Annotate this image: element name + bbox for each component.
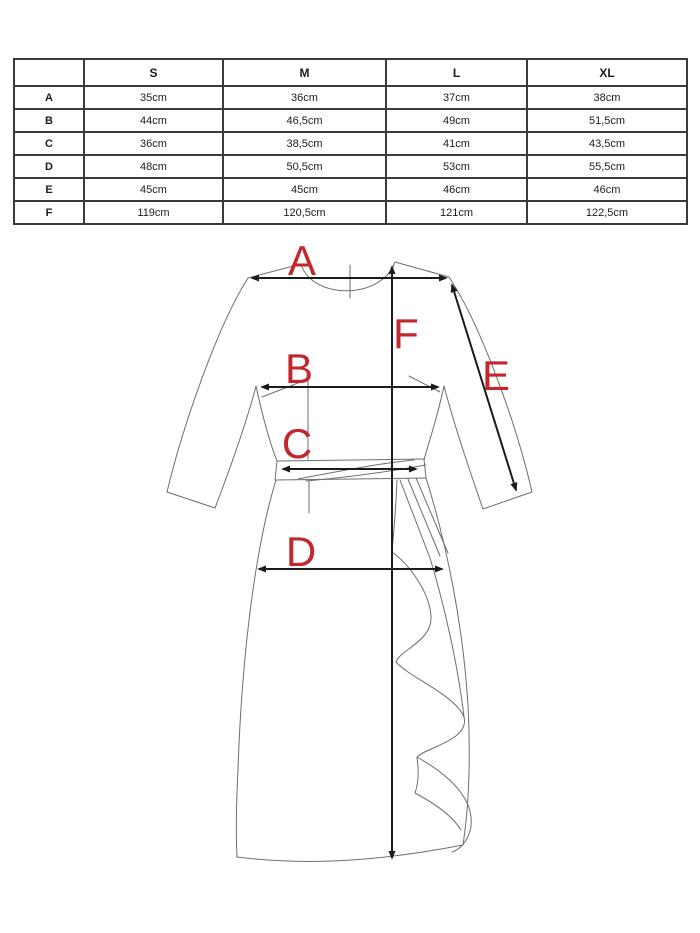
sash-end-2 bbox=[408, 479, 440, 556]
label-b: B bbox=[284, 345, 314, 392]
col-header-xl: XL bbox=[527, 59, 687, 86]
row-label: D bbox=[14, 155, 84, 178]
cell-value: 45cm bbox=[84, 178, 223, 201]
cell-value: 48cm bbox=[84, 155, 223, 178]
sleeve-left-outer bbox=[167, 278, 248, 492]
cell-value: 44cm bbox=[84, 109, 223, 132]
shoulder-line-right bbox=[395, 262, 449, 277]
col-header-s: S bbox=[84, 59, 223, 86]
cell-value: 38,5cm bbox=[223, 132, 386, 155]
cell-value: 43,5cm bbox=[527, 132, 687, 155]
measurement-labels bbox=[282, 237, 510, 575]
waistband-right bbox=[424, 459, 426, 478]
sleeve-right-cuff bbox=[483, 492, 532, 509]
col-header-m: M bbox=[223, 59, 386, 86]
skirt-side-right bbox=[426, 478, 469, 845]
row-label: F bbox=[14, 201, 84, 224]
label-c: C bbox=[281, 420, 313, 467]
sleeve-left-cuff bbox=[167, 492, 215, 508]
cell-value: 36cm bbox=[223, 86, 386, 109]
cell-value: 45cm bbox=[223, 178, 386, 201]
cell-value: 51,5cm bbox=[527, 109, 687, 132]
sleeve-left-inner bbox=[215, 386, 256, 508]
row-label: E bbox=[14, 178, 84, 201]
ruffle-fold-edge bbox=[430, 558, 464, 717]
cell-value: 46cm bbox=[386, 178, 527, 201]
row-label: A bbox=[14, 86, 84, 109]
cell-value: 120,5cm bbox=[223, 201, 386, 224]
label-a: A bbox=[287, 237, 317, 284]
cell-value: 46,5cm bbox=[223, 109, 386, 132]
cell-value: 49cm bbox=[386, 109, 527, 132]
cell-value: 55,5cm bbox=[527, 155, 687, 178]
ruffle-cascade bbox=[392, 552, 471, 852]
bodice-side-right bbox=[424, 386, 444, 460]
cell-value: 41cm bbox=[386, 132, 527, 155]
label-d: D bbox=[285, 528, 317, 575]
waistband-left bbox=[275, 461, 277, 480]
cell-value: 50,5cm bbox=[223, 155, 386, 178]
ruffle-curl-inner bbox=[415, 757, 461, 830]
cell-value: 37cm bbox=[386, 86, 527, 109]
col-header-l: L bbox=[386, 59, 527, 86]
skirt-hem bbox=[237, 845, 463, 861]
dress-outline bbox=[167, 262, 532, 861]
cell-value: 119cm bbox=[84, 201, 223, 224]
sash-end-1 bbox=[400, 480, 430, 558]
cell-value: 38cm bbox=[527, 86, 687, 109]
label-f: F bbox=[393, 310, 419, 357]
cell-value: 121cm bbox=[386, 201, 527, 224]
bodice-side-left bbox=[256, 386, 277, 461]
label-e: E bbox=[481, 352, 511, 399]
dart-line-right bbox=[409, 376, 440, 392]
cell-value: 46cm bbox=[527, 178, 687, 201]
cell-value: 53cm bbox=[386, 155, 527, 178]
cell-value: 122,5cm bbox=[527, 201, 687, 224]
row-label: C bbox=[14, 132, 84, 155]
row-label: B bbox=[14, 109, 84, 132]
cell-value: 35cm bbox=[84, 86, 223, 109]
skirt-side-left bbox=[236, 480, 276, 857]
sleeve-right-inner bbox=[444, 386, 483, 509]
cell-value: 36cm bbox=[84, 132, 223, 155]
